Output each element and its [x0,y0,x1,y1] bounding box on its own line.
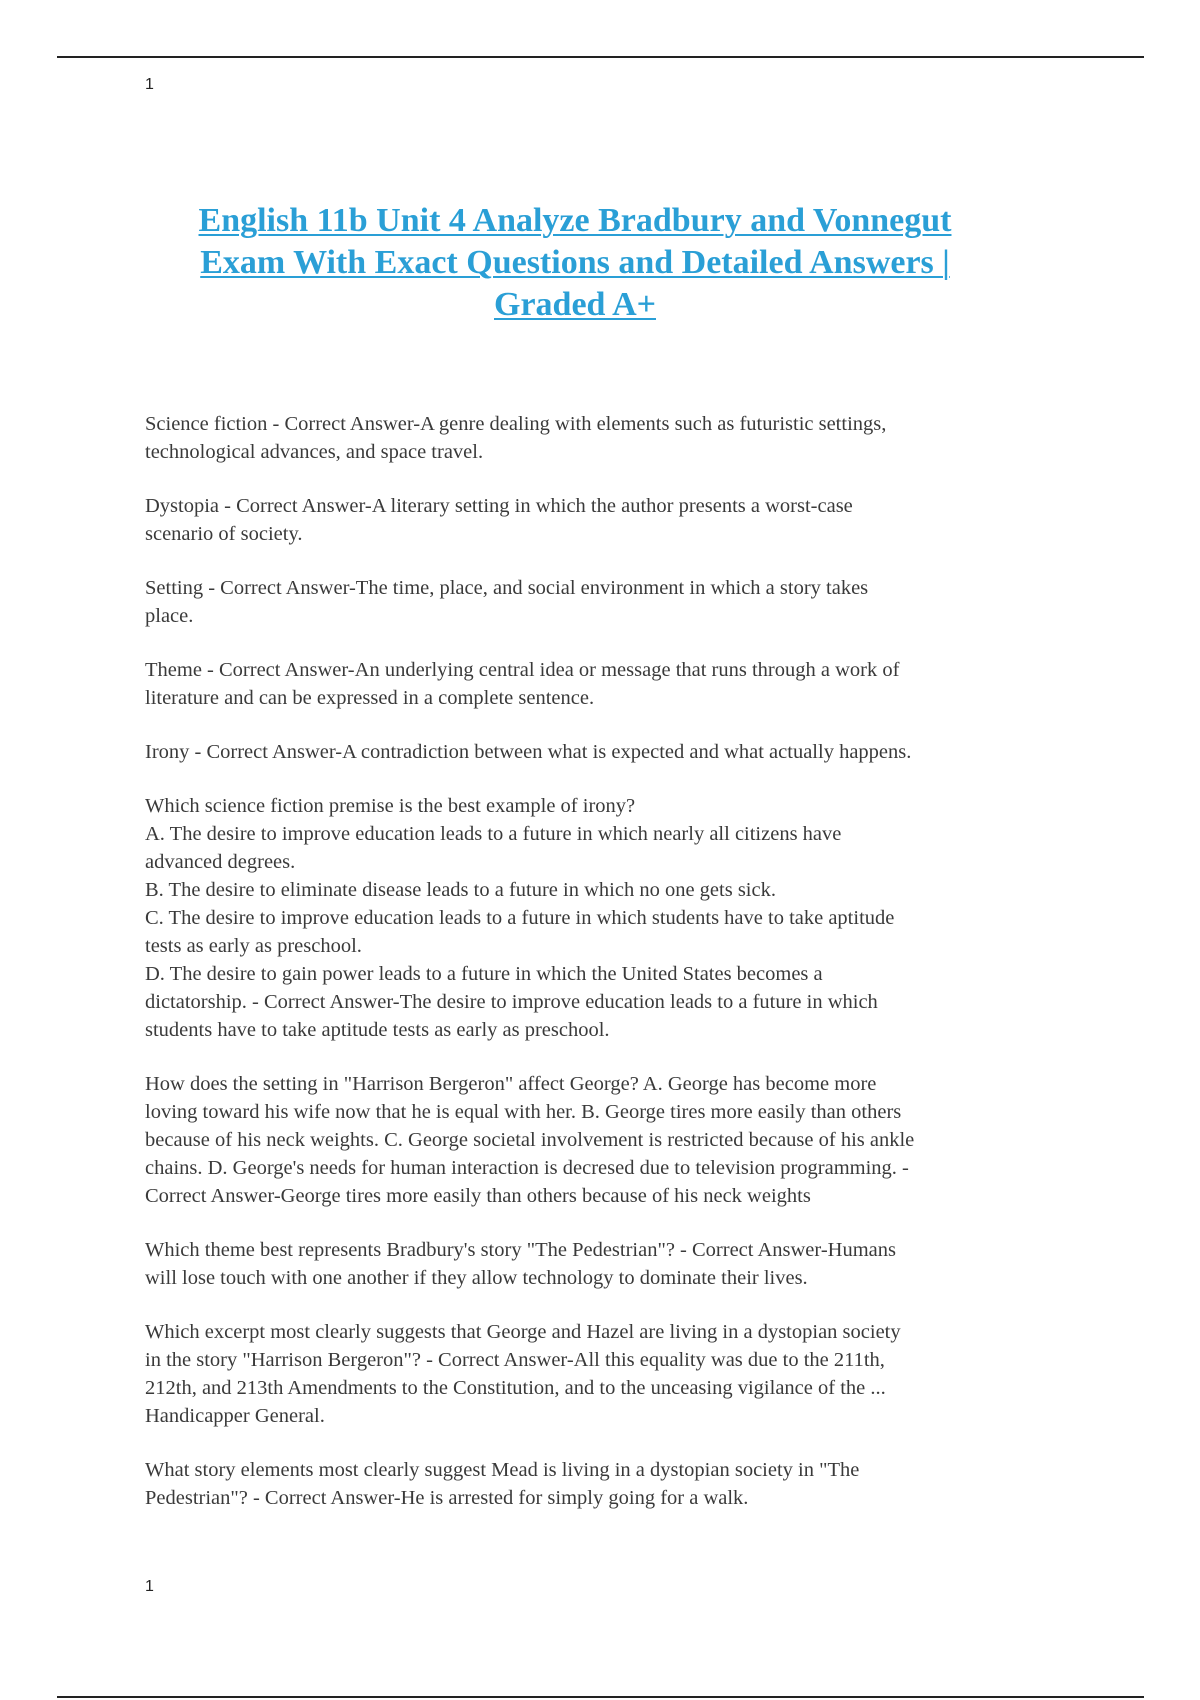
qa-entry-irony-premise [145,792,1065,1044]
page-number-bottom: 1 [145,1578,154,1595]
title-line-3: Graded A+ [494,286,656,323]
entry-line: A. The desire to improve education leads to a future in which nearly all citizens have [145,823,842,845]
qa-entry-pedestrian-elements [145,1456,1065,1512]
entry-line: Theme - Correct Answer-An underlying central idea or message that runs through a work of [145,659,900,681]
entry-line: C. The desire to improve education leads to a future in which students have to take aptitude [145,907,895,929]
entry-line: Science fiction - Correct Answer-A genre dealing with elements such as futuristic settings, [145,413,887,435]
entry-line: loving toward his wife now that he is equal with her. B. George tires more easily than others [145,1101,902,1123]
qa-entry-theme [145,656,1065,712]
entry-line: scenario of society. [145,523,303,545]
entry-line: Which excerpt most clearly suggests that George and Hazel are living in a dystopian society [145,1321,901,1343]
entry-line: How does the setting in "Harrison Bergeron" affect George? A. George has become more [145,1073,877,1095]
entry-line: Which theme best represents Bradbury's story "The Pedestrian"? - Correct Answer-Humans [145,1239,896,1261]
entry-line: Handicapper General. [145,1405,325,1427]
entry-line: What story elements most clearly suggest Mead is living in a dystopian society in "The [145,1459,860,1481]
entry-line: 212th, and 213th Amendments to the Constitution, and to the unceasing vigilance of the ... [145,1377,886,1399]
qa-entry-setting [145,574,1065,630]
entry-line: tests as early as preschool. [145,935,362,957]
entry-line: dictatorship. - Correct Answer-The desire to improve education leads to a future in which [145,991,878,1013]
entry-line: advanced degrees. [145,851,296,873]
entry-line: because of his neck weights. C. George societal involvement is restricted because of his ankle [145,1129,915,1151]
entry-line: Which science fiction premise is the best example of irony? [145,795,636,817]
top-rule [57,56,1144,58]
entry-line: Setting - Correct Answer-The time, place, and social environment in which a story takes [145,577,869,599]
entry-line: Correct Answer-George tires more easily than others because of his neck weights [145,1185,811,1207]
document-title [150,200,1000,326]
entry-line: Irony - Correct Answer-A contradiction between what is expected and what actually happens. [145,741,912,763]
entry-line: literature and can be expressed in a complete sentence. [145,687,595,709]
qa-entry-harrison-setting [145,1070,1065,1210]
entry-line: technological advances, and space travel. [145,441,484,463]
qa-content [145,410,1065,1538]
entry-line: Dystopia - Correct Answer-A literary setting in which the author presents a worst-case [145,495,853,517]
title-link[interactable] [199,202,952,323]
qa-entry-science-fiction [145,410,1065,466]
qa-entry-harrison-excerpt [145,1318,1065,1430]
entry-line: Pedestrian"? - Correct Answer-He is arrested for simply going for a walk. [145,1487,749,1509]
title-line-2: Exam With Exact Questions and Detailed Answers | [200,244,950,281]
qa-entry-irony [145,738,1065,766]
bottom-rule [57,1696,1144,1698]
entry-line: in the story "Harrison Bergeron"? - Correct Answer-All this equality was due to the 211th, [145,1349,885,1371]
page-number-top: 1 [145,76,154,93]
entry-line: D. The desire to gain power leads to a future in which the United States becomes a [145,963,823,985]
entry-line: B. The desire to eliminate disease leads to a future in which no one gets sick. [145,879,776,901]
entry-line: will lose touch with one another if they allow technology to dominate their lives. [145,1267,808,1289]
qa-entry-dystopia [145,492,1065,548]
entry-line: students have to take aptitude tests as early as preschool. [145,1019,610,1041]
entry-line: place. [145,605,194,627]
title-line-1: English 11b Unit 4 Analyze Bradbury and Vonnegut [198,202,952,239]
qa-entry-pedestrian-theme [145,1236,1065,1292]
entry-line: chains. D. George's needs for human interaction is decresed due to television programming. - [145,1157,909,1179]
